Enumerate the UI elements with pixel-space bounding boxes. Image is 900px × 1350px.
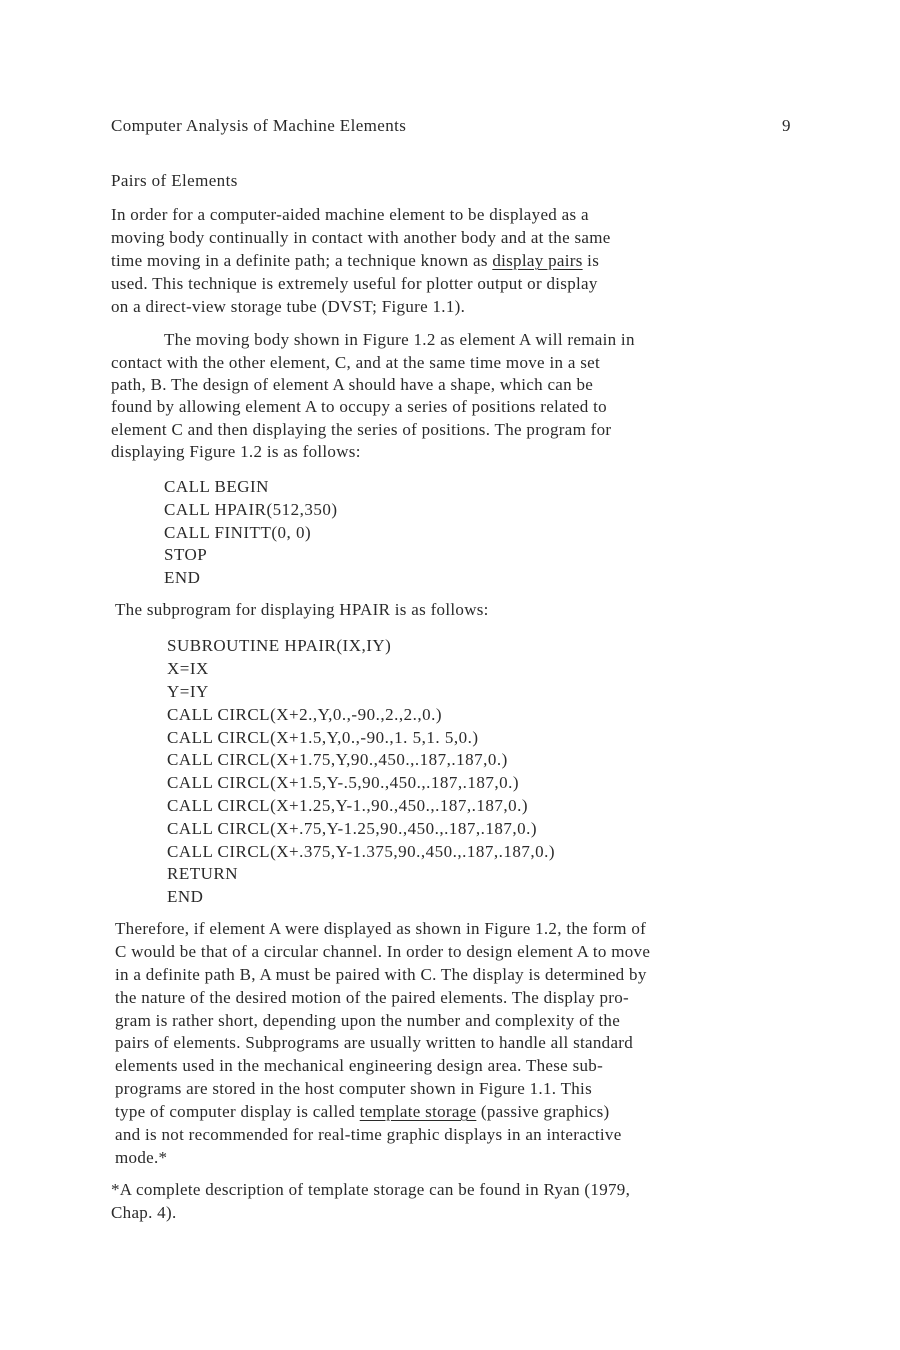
running-header: Computer Analysis of Machine Elements [111,116,407,135]
code-line: SUBROUTINE HPAIR(IX,IY) [167,636,392,655]
code-line: CALL HPAIR(512,350) [164,500,338,519]
code-line: CALL FINITT(0, 0) [164,523,312,542]
code-line: CALL CIRCL(X+1.75,Y,90.,450.,.187,.187,0.) [167,750,508,769]
section-heading: Pairs of Elements [111,171,238,190]
text-line: on a direct-view storage tube (DVST; Figure 1.1). [111,297,466,316]
text-line: the nature of the desired motion of the paired elements. The display pro- [115,988,629,1007]
code-line: CALL CIRCL(X+1.5,Y-.5,90.,450.,.187,.187,0.) [167,773,520,792]
text-segment: time moving in a definite path; a technique known as [111,251,493,270]
code-line: END [164,568,201,587]
text-line: and is not recommended for real-time graphic displays in an interactive [115,1125,622,1144]
term-display-pairs: display pairs [492,251,583,270]
text-segment: type of computer display is called [115,1102,360,1121]
code-line: X=IX [167,659,209,678]
code-line: CALL CIRCL(X+.75,Y-1.25,90.,450.,.187,.187,0.) [167,819,538,838]
text-segment: is [582,251,600,270]
text-line: element C and then displaying the series of positions. The program for [111,420,612,439]
text-line [115,1101,610,1123]
text-segment: (passive graphics) [476,1102,610,1121]
footnote-line: Chap. 4). [111,1203,177,1222]
text-line: In order for a computer-aided machine element to be displayed as a [111,205,589,224]
code-line: STOP [164,545,208,564]
text-line: in a definite path B, A must be paired with C. The display is determined by [115,965,647,984]
text-line: moving body continually in contact with another body and at the same [111,228,611,247]
text-line [111,250,599,272]
term-template-storage: template storage [359,1102,477,1121]
text-line: mode.* [115,1148,168,1167]
text-line: contact with the other element, C, and at the same time move in a set [111,353,600,372]
footnote-line: *A complete description of template storage can be found in Ryan (1979, [111,1180,631,1199]
code-line: END [167,887,204,906]
subprogram-intro: The subprogram for displaying HPAIR is as follows: [115,600,489,619]
text-line: pairs of elements. Subprograms are usually written to handle all standard [115,1033,634,1052]
code-line: CALL CIRCL(X+2.,Y,0.,-90.,2.,2.,0.) [167,705,442,724]
text-line: The moving body shown in Figure 1.2 as element A will remain in [164,330,635,349]
text-line: used. This technique is extremely useful for plotter output or display [111,274,598,293]
text-line: programs are stored in the host computer shown in Figure 1.1. This [115,1079,592,1098]
code-line: CALL CIRCL(X+1.5,Y,0.,-90.,1. 5,1. 5,0.) [167,728,479,747]
text-line: Therefore, if element A were displayed as shown in Figure 1.2, the form of [115,919,647,938]
code-line: Y=IY [167,682,209,701]
text-line: C would be that of a circular channel. In order to design element A to move [115,942,651,961]
code-line: RETURN [167,864,238,883]
code-line: CALL CIRCL(X+.375,Y-1.375,90.,450.,.187,.187,0.) [167,842,556,861]
text-line: found by allowing element A to occupy a series of positions related to [111,397,607,416]
text-line: gram is rather short, depending upon the number and complexity of the [115,1011,621,1030]
code-line: CALL CIRCL(X+1.25,Y-1.,90.,450.,.187,.187,0.) [167,796,529,815]
text-line: path, B. The design of element A should have a shape, which can be [111,375,594,394]
code-line: CALL BEGIN [164,477,269,496]
text-line: elements used in the mechanical engineering design area. These sub- [115,1056,604,1075]
page-number: 9 [782,116,791,135]
text-line: displaying Figure 1.2 is as follows: [111,442,361,461]
